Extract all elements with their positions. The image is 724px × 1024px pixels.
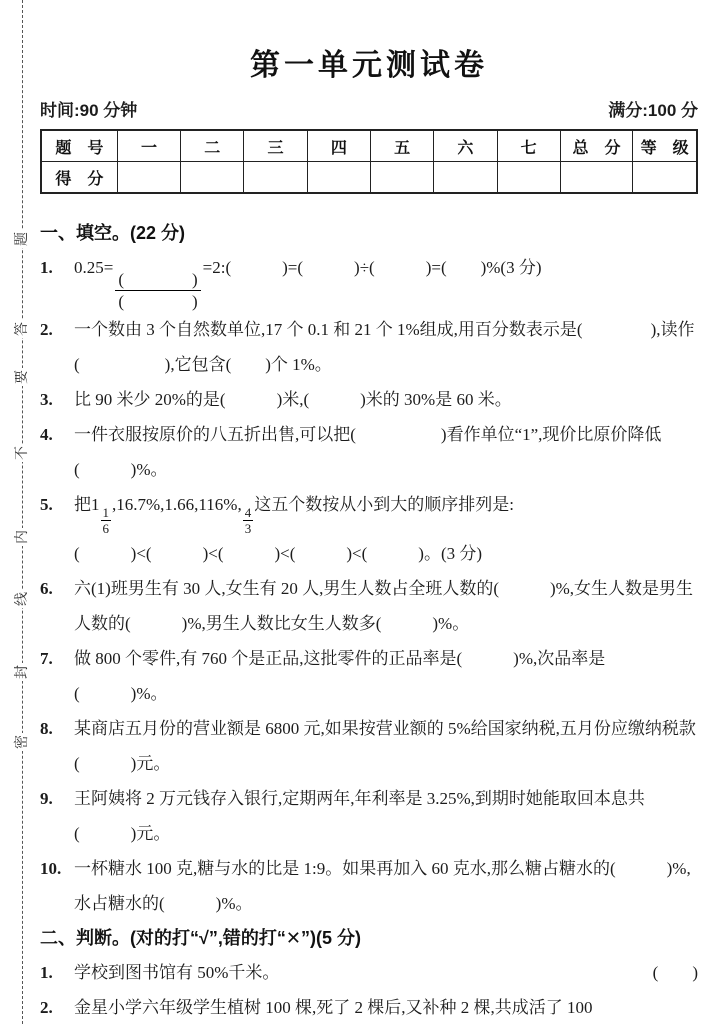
seal-char: 内 bbox=[15, 530, 30, 544]
seal-line bbox=[17, 0, 29, 1024]
question-fill-5 bbox=[40, 487, 698, 571]
table-header-cell: 题 号 bbox=[41, 130, 117, 162]
question-number: 8. bbox=[40, 719, 53, 738]
question-number: 4. bbox=[40, 425, 53, 444]
question-number: 2. bbox=[40, 320, 53, 339]
table-header-cell: 一 bbox=[117, 130, 180, 162]
table-header-cell: 五 bbox=[370, 130, 433, 162]
question-text: 某商店五月份的营业额是 6800 元,如果按营业额的 5%给国家纳税,五月份应缴纳税款( )元。 bbox=[74, 719, 696, 773]
seal-char: 不 bbox=[15, 446, 30, 460]
fraction-numerator: 1 bbox=[102, 505, 109, 520]
seal-char: 密 bbox=[15, 735, 30, 749]
question-fill-2 bbox=[40, 312, 698, 382]
table-header-cell: 等 级 bbox=[633, 130, 697, 162]
fraction-one-sixth bbox=[101, 505, 112, 536]
question-text: 金星小学六年级学生植树 100 棵,死了 2 棵后,又补种 2 棵,共成活了 100 bbox=[74, 998, 593, 1017]
question-number: 1. bbox=[40, 258, 53, 277]
table-header-cell: 四 bbox=[307, 130, 370, 162]
score-cell-empty bbox=[370, 162, 433, 194]
question-row bbox=[74, 990, 698, 1024]
question-text: 做 800 个零件,有 760 个是正品,这批零件的正品率是( )%,次品率是( )%。 bbox=[74, 649, 606, 703]
question-fill-3 bbox=[40, 382, 698, 417]
exam-title: 第一单元测试卷 bbox=[250, 49, 488, 82]
question-text: 学校到图书馆有 50%千米。 bbox=[74, 963, 280, 982]
fraction-denominator: 3 bbox=[244, 521, 252, 536]
question-row bbox=[74, 955, 698, 990]
seal-char: 答 bbox=[15, 322, 30, 336]
fraction-blank bbox=[115, 269, 200, 312]
score-row-label: 得 分 bbox=[41, 162, 117, 194]
question-fill-4 bbox=[40, 417, 698, 487]
table-header-cell: 七 bbox=[497, 130, 560, 162]
score-cell-empty bbox=[633, 162, 697, 194]
exam-meta-row bbox=[40, 96, 698, 121]
seal-char: 封 bbox=[15, 665, 30, 679]
fraction-numerator: 4 bbox=[244, 505, 252, 520]
question-text: 一件衣服按原价的八五折出售,可以把( )看作单位“1”,现价比原价降低( )%。 bbox=[74, 425, 662, 479]
question-number: 3. bbox=[40, 390, 53, 409]
question-text: 一杯糖水 100 克,糖与水的比是 1:9。如果再加入 60 克水,那么糖占糖水的( )%,水占糖水的( )%。 bbox=[74, 859, 691, 913]
seal-dashed-rule bbox=[22, 0, 23, 1024]
question-text: 六(1)班男生有 30 人,女生有 20 人,男生人数占全班人数的( )%,女生人数是男生人数的( )%,男生人数比女生人数多( )%。 bbox=[74, 579, 694, 633]
score-table bbox=[40, 129, 698, 194]
score-cell-empty bbox=[244, 162, 307, 194]
table-header-cell: 六 bbox=[434, 130, 497, 162]
question-text: 王阿姨将 2 万元钱存入银行,定期两年,年利率是 3.25%,到期时她能取回本息共( )元。 bbox=[74, 789, 645, 843]
table-header-cell: 二 bbox=[181, 130, 244, 162]
question-fill-7 bbox=[40, 641, 698, 711]
score-cell-empty bbox=[181, 162, 244, 194]
question-number: 1. bbox=[40, 963, 53, 982]
fraction-denominator: ( ) bbox=[118, 292, 198, 311]
score-cell-empty bbox=[560, 162, 632, 194]
score-cell-empty bbox=[117, 162, 180, 194]
seal-char: 线 bbox=[15, 592, 30, 606]
fraction-numerator: ( ) bbox=[115, 269, 200, 291]
fraction-denominator: 6 bbox=[102, 521, 109, 536]
score-cell-empty bbox=[434, 162, 497, 194]
question-text: 比 90 米少 20%的是( )米,( )米的 30%是 60 米。 bbox=[74, 390, 512, 409]
section-heading-judge: 二、判断。(对的打“√”,错的打“✕”)(5 分) bbox=[40, 928, 361, 948]
judge-answer-blank: ( ) bbox=[652, 963, 698, 982]
score-table-header-row bbox=[41, 130, 697, 162]
question-fill-1 bbox=[40, 250, 698, 312]
time-limit-label: 时间:90 分钟 bbox=[40, 101, 138, 120]
fraction-four-thirds bbox=[243, 505, 254, 536]
section-heading-fill-blanks: 一、填空。(22 分) bbox=[40, 223, 186, 243]
question-number: 10. bbox=[40, 859, 62, 878]
question-text: 把1 $\frac{1}{6}$ ,16.7%,1.66,116%, $\frac{4}{3}$ 这五个数按从小到大的顺序排列是: ( )<( )<( )<( )<( )。(3 分) bbox=[74, 495, 514, 563]
score-cell-empty bbox=[497, 162, 560, 194]
question-fill-10 bbox=[40, 851, 698, 921]
question-number: 5. bbox=[40, 495, 53, 514]
score-cell-empty bbox=[307, 162, 370, 194]
question-judge-2 bbox=[40, 990, 698, 1024]
full-score-label: 满分:100 分 bbox=[608, 101, 698, 120]
seal-char: 要 bbox=[15, 370, 30, 384]
question-text: 一个数由 3 个自然数单位,17 个 0.1 和 21 个 1%组成,用百分数表示是( ),读作( ),它包含( )个 1%。 bbox=[74, 320, 695, 374]
question-judge-1 bbox=[40, 955, 698, 990]
question-number: 9. bbox=[40, 789, 53, 808]
ordering-blanks-line: ( )<( )<( )<( )<( )。(3 分) bbox=[74, 544, 483, 563]
paper-content bbox=[40, 40, 698, 1024]
question-fill-6 bbox=[40, 571, 698, 641]
question-number: 7. bbox=[40, 649, 53, 668]
question-text: 0.25= $\frac{( )}{( )}$ =2:( )=( )÷( )=( )%(3 分) bbox=[74, 258, 542, 311]
table-header-cell: 总 分 bbox=[560, 130, 632, 162]
score-table-score-row bbox=[41, 162, 697, 194]
question-number: 2. bbox=[40, 998, 53, 1017]
question-number: 6. bbox=[40, 579, 53, 598]
seal-char: 题 bbox=[15, 232, 30, 246]
question-fill-8 bbox=[40, 711, 698, 781]
question-fill-9 bbox=[40, 781, 698, 851]
table-header-cell: 三 bbox=[244, 130, 307, 162]
